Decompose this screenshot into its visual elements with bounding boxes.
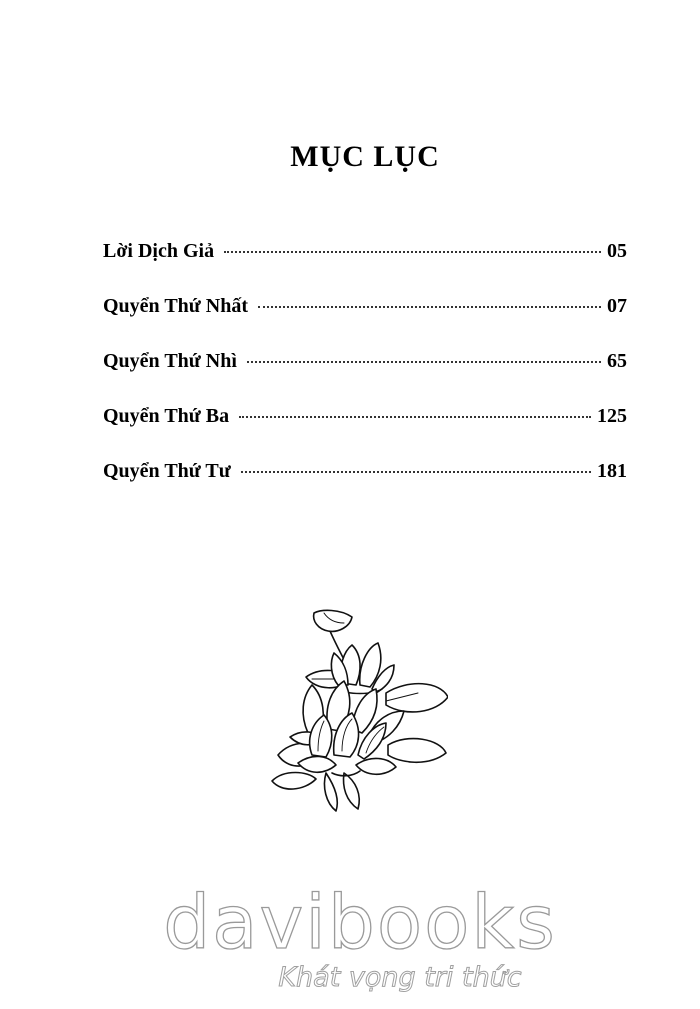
page-title: MỤC LỤC bbox=[290, 140, 440, 173]
toc-entry-page-number: 07 bbox=[607, 295, 627, 317]
toc-entry-title: Quyển Thứ Tư bbox=[103, 460, 231, 482]
table-of-contents bbox=[103, 240, 627, 515]
toc-entry-page-number: 125 bbox=[597, 405, 627, 427]
dot-leader bbox=[258, 306, 601, 308]
toc-entry-page-number: 65 bbox=[607, 350, 627, 372]
toc-entry-quyen-thu-nhat[interactable] bbox=[103, 295, 627, 350]
toc-entry-quyen-thu-tu[interactable] bbox=[103, 460, 627, 515]
toc-entry-page-number: 181 bbox=[597, 460, 627, 482]
dot-leader bbox=[241, 471, 591, 473]
toc-entry-title: Quyển Thứ Ba bbox=[103, 405, 230, 427]
watermark-slogan: Khát vọng tri thức bbox=[278, 962, 522, 993]
toc-entry-page-number: 05 bbox=[607, 240, 627, 262]
toc-entry-title: Quyển Thứ Nhất bbox=[103, 295, 249, 317]
toc-entry-quyen-thu-nhi[interactable] bbox=[103, 350, 627, 405]
toc-entry-title: Lời Dịch Giả bbox=[103, 240, 215, 262]
toc-entry-quyen-thu-ba[interactable] bbox=[103, 405, 627, 460]
dot-leader bbox=[224, 251, 601, 253]
watermark-brand: davibooks bbox=[163, 880, 557, 966]
toc-entry-loi-dich-gia[interactable] bbox=[103, 240, 627, 295]
lotus-flower-icon bbox=[268, 605, 448, 815]
toc-entry-title: Quyển Thứ Nhì bbox=[103, 350, 237, 372]
dot-leader bbox=[247, 361, 601, 363]
dot-leader bbox=[239, 416, 591, 418]
